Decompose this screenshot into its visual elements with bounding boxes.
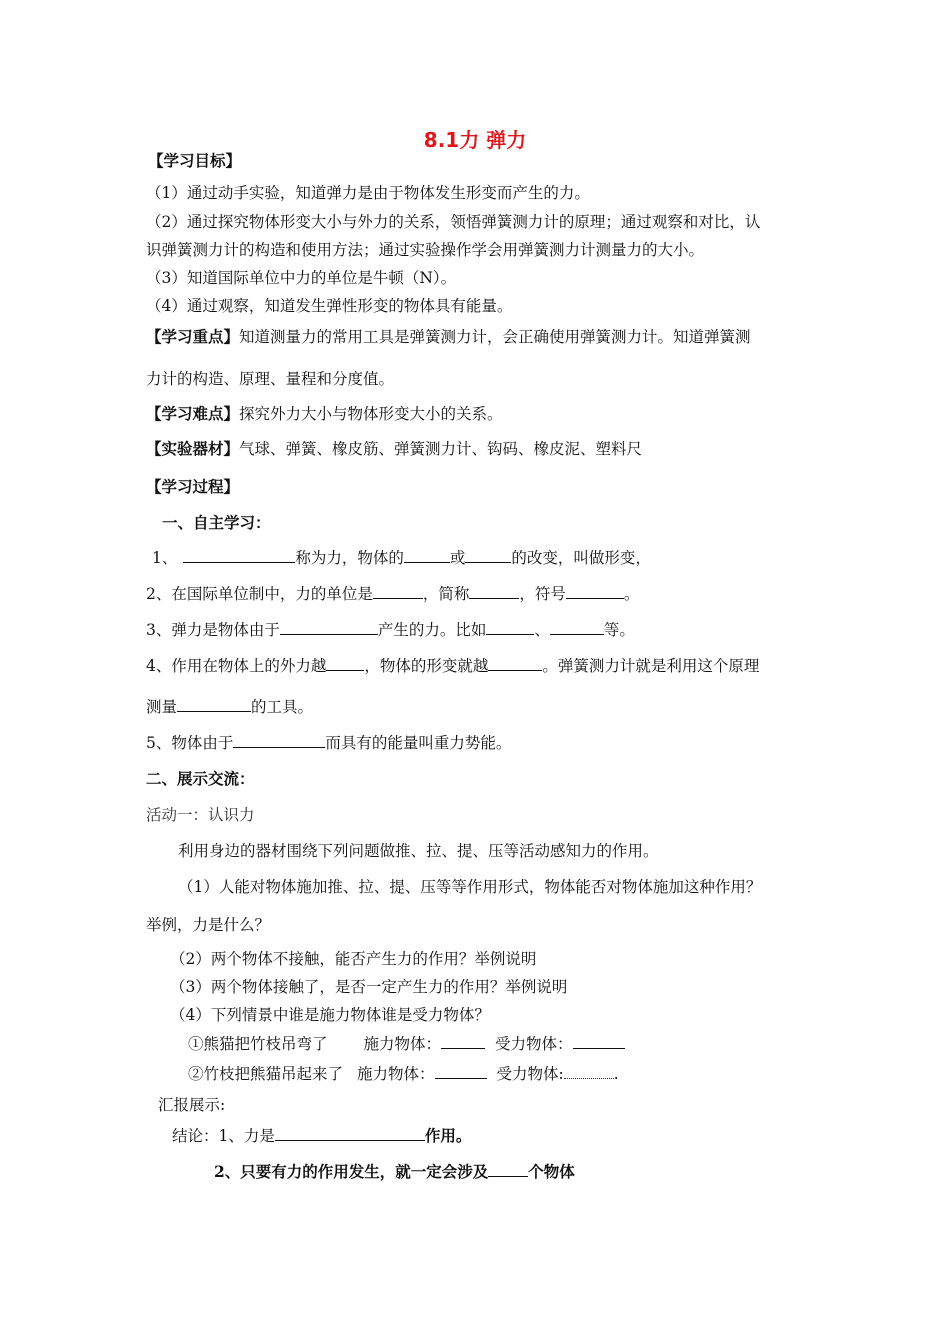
prompt-3: （3）两个物体接触了，是否一定产生力的作用？举例说明: [170, 978, 568, 996]
activity-title: 活动一：认识力: [146, 806, 255, 824]
answer-blank[interactable]: [488, 656, 542, 671]
answer-blank[interactable]: [177, 697, 251, 712]
answer-blank[interactable]: [404, 548, 450, 563]
answer-blank[interactable]: [275, 1126, 425, 1141]
focus-text: 知道测量力的常用工具是弹簧测力计，会正确使用弹簧测力计。知道弹簧测: [239, 328, 751, 346]
activity-intro: 利用身边的器材围绕下列问题做推、拉、提、压等活动感知力的作用。: [178, 842, 659, 860]
self-study-heading: 一、自主学习：: [162, 513, 271, 532]
prompt-1: （1）人能对物体施加推、拉、提、压等等作用形式，物体能否对物体施加这种作用？: [178, 878, 762, 896]
question-4: 4、作用在物体上的外力越 ，物体的形变就越 。弹簧测力计就是利用这个原理: [146, 657, 760, 675]
equipment-heading: 【实验器材】: [146, 439, 240, 458]
answer-blank[interactable]: [550, 620, 604, 635]
prompt-1-cont: 举例，力是什么？: [146, 916, 271, 934]
report-label: 汇报展示:: [158, 1096, 226, 1114]
goal-item: （3）知道国际单位中力的单位是牛顿（N）。: [146, 269, 457, 287]
page-title: 8.1力 弹力: [423, 128, 527, 152]
answer-blank[interactable]: [573, 1034, 625, 1049]
prompt-2: （2）两个物体不接触，能否产生力的作用？举例说明: [170, 950, 537, 968]
scenario-2: ②竹枝把熊猫吊起来了 施力物体： 受力物体: .: [188, 1065, 619, 1083]
goal-item: （2）通过探究物体形变大小与外力的关系，领悟弹簧测力计的原理；通过观察和对比，认: [146, 213, 761, 231]
focus-text: 力计的构造、原理、量程和分度值。: [146, 370, 395, 388]
question-5: 5、物体由于 而具有的能量叫重力势能。: [146, 734, 512, 752]
answer-blank[interactable]: [183, 548, 295, 563]
process-heading: 【学习过程】: [146, 477, 240, 496]
difficulty-heading: 【学习难点】: [146, 404, 240, 423]
scenario-1: ①熊猫把竹枝吊弯了 施力物体： 受力物体：: [188, 1034, 625, 1054]
question-4-cont: 测量 的工具。: [146, 698, 314, 716]
answer-blank[interactable]: [435, 1064, 487, 1079]
conclusion-2: 2、只要有力的作用发生，就一定会涉及 个物体: [214, 1162, 575, 1181]
answer-blank[interactable]: [465, 548, 511, 563]
answer-blank[interactable]: [233, 733, 325, 748]
answer-blank[interactable]: [564, 1064, 614, 1079]
prompt-4: （4）下列情景中谁是施力物体谁是受力物体？: [170, 1006, 490, 1024]
answer-blank[interactable]: [441, 1034, 485, 1049]
answer-blank[interactable]: [488, 1162, 528, 1177]
focus-line: [146, 327, 751, 347]
answer-blank[interactable]: [486, 620, 534, 635]
answer-blank[interactable]: [326, 656, 364, 671]
goals-heading: 【学习目标】: [148, 151, 242, 170]
goal-item: （1）通过动手实验，知道弹力是由于物体发生形变而产生的力。: [146, 184, 590, 202]
exchange-heading: 二、展示交流：: [146, 769, 255, 788]
equipment-line: [146, 439, 642, 459]
conclusion-1: 结论：1、力是 作用。: [172, 1126, 472, 1145]
goal-item: 识弹簧测力计的构造和使用方法；通过实验操作学会用弹簧测力计测量力的大小。: [146, 241, 705, 259]
question-2: 2、在国际单位制中，力的单位是 ，简称 ，符号 。: [146, 585, 640, 603]
question-1: 1、 称为力，物体的 或 的改变，叫做形变，: [152, 549, 651, 567]
focus-heading: 【学习重点】: [146, 327, 240, 346]
question-3: 3、弹力是物体由于 产生的力。比如 、 等。: [146, 621, 635, 639]
answer-blank[interactable]: [469, 584, 519, 599]
answer-blank[interactable]: [280, 620, 378, 635]
answer-blank[interactable]: [373, 584, 423, 599]
answer-blank[interactable]: [566, 584, 624, 599]
difficulty-text: 探究外力大小与物体形变大小的关系。: [239, 405, 503, 423]
difficulty-line: [146, 404, 503, 424]
goal-item: （4）通过观察，知道发生弹性形变的物体具有能量。: [146, 297, 513, 315]
equipment-text: 气球、弹簧、橡皮筋、弹簧测力计、钩码、橡皮泥、塑料尺: [239, 440, 643, 458]
